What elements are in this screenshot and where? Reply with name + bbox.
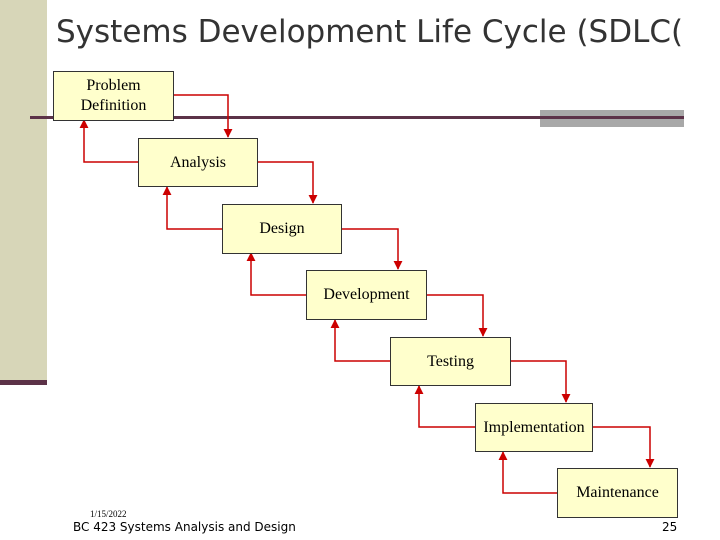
phase-label: Implementation	[483, 418, 585, 436]
phase-development	[306, 270, 427, 320]
arrow-development-to-testing	[427, 295, 483, 336]
phase-testing	[390, 337, 511, 386]
phase-label: Problem Definition	[80, 77, 147, 114]
arrow-implementation-to-testing	[419, 386, 475, 427]
arrow-development-to-design	[251, 253, 306, 295]
phase-analysis	[138, 138, 258, 187]
arrow-analysis-to-design	[258, 162, 313, 203]
arrow-testing-to-development	[335, 320, 390, 361]
phase-label: Development	[323, 286, 410, 303]
arrow-design-to-analysis	[167, 187, 222, 229]
phase-implementation	[475, 403, 593, 452]
page-number: 25	[662, 520, 678, 534]
arrow-maintenance-to-implementation	[503, 452, 557, 493]
arrow-implementation-to-maintenance	[593, 427, 650, 467]
footer-date: 1/15/2022	[90, 509, 127, 519]
phase-problem-definition	[53, 71, 174, 121]
arrow-problem-to-analysis	[174, 95, 228, 137]
footer-course: BC 423 Systems Analysis and Design	[73, 520, 296, 534]
phase-label: Analysis	[170, 153, 226, 171]
slide-title: Systems Development Life Cycle (SDLC(	[56, 14, 684, 50]
arrow-testing-to-implementation	[511, 361, 566, 402]
arrow-design-to-development	[342, 229, 398, 269]
phase-label: Maintenance	[576, 484, 659, 501]
phase-label: Design	[259, 220, 305, 237]
phase-label: Testing	[427, 352, 474, 370]
phase-maintenance	[557, 468, 678, 518]
phase-design	[222, 204, 342, 254]
arrow-analysis-to-problem	[84, 120, 138, 162]
